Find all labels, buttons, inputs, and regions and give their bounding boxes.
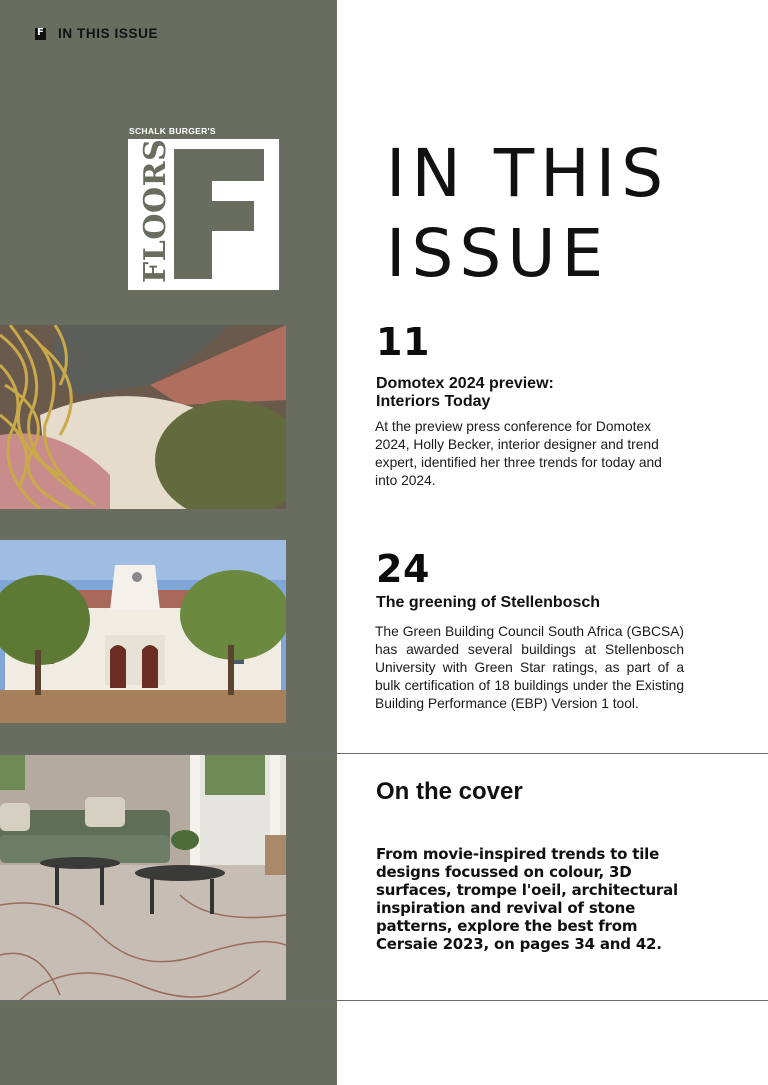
logo-brand-text: SCHALK BURGER'S [129,126,216,136]
cover-living-room-photo [0,755,286,1000]
floors-mini-logo-icon [35,28,46,40]
article-2-page-number: 24 [376,547,430,591]
floors-logo [128,139,279,290]
article-1-title [376,375,696,411]
section-label: IN THIS ISSUE [58,26,159,41]
article-1-body: At the preview press conference for Domotex 2024, Holly Becker, interior designer and trend expert, identified her three trends for today and into 2024. [375,419,662,488]
logo-f-icon [174,149,264,279]
divider-top [0,753,768,754]
page-title [386,134,746,294]
article-2-body: The Green Building Council South Africa (GBCSA) has awarded several buildings at Stellenbosch University with Green Star ratings, as part of a bulk certification of 18 buildings under the Existing Building Performance (EBP) Version 1 tool. [375,624,684,711]
cover-title: On the cover [376,778,523,805]
cover-body: From movie-inspired trends to tile designs focussed on colour, 3D surfaces, trompe l'oeil, architectural inspiration and revival of stone patterns, explore the best from Cersaie 2023, on pages 34 and 42. [376,845,678,953]
article-1-title-line-1: Domotex 2024 preview: [376,375,554,392]
article-1-page-number: 11 [376,320,430,364]
divider-bottom [0,1000,768,1001]
article-2-title: The greening of Stellenbosch [376,594,601,611]
title-line-1: IN THIS [386,135,670,212]
logo-word: FLOORS [138,138,173,283]
rug-photo [0,325,286,509]
article-1-title-line-2: Interiors Today [376,393,491,410]
stellenbosch-building-photo [0,540,286,723]
running-header [35,26,158,41]
title-line-2: ISSUE [386,215,610,292]
